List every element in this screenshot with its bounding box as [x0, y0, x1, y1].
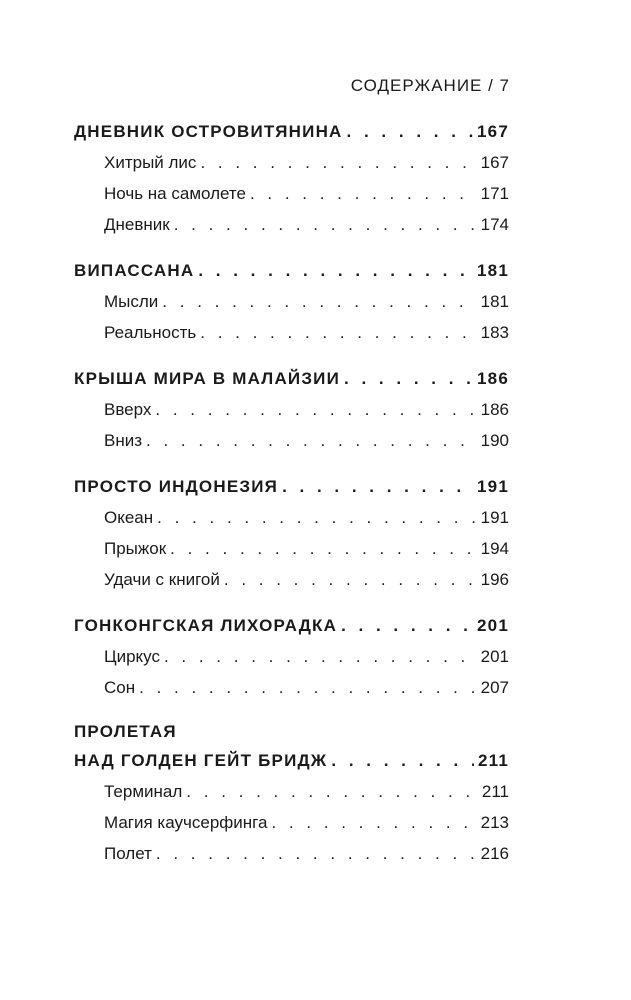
entry-page-number: 181 — [480, 292, 509, 311]
entry-page-number: 171 — [480, 184, 509, 203]
chapter-title: НАД ГОЛДЕН ГЕЙТ БРИДЖ — [74, 751, 328, 770]
chapter-title: КРЫША МИРА В МАЛАЙЗИИ — [74, 369, 341, 388]
dot-leader — [200, 317, 476, 348]
entry-page-number: 213 — [480, 813, 509, 832]
entry-title: Полет — [104, 844, 152, 863]
dot-leader — [341, 610, 473, 641]
entry-title: Циркус — [104, 647, 160, 666]
dot-leader — [174, 209, 477, 240]
toc-entry — [74, 807, 509, 838]
toc-entry — [74, 209, 509, 240]
dot-leader — [344, 363, 473, 394]
toc-entry — [74, 838, 509, 869]
section-gap — [74, 703, 509, 718]
chapter-page-number: 201 — [477, 616, 509, 635]
section-gap — [74, 348, 509, 363]
chapter-page-number: 211 — [477, 751, 509, 770]
section-gap — [74, 595, 509, 610]
chapter-title: ВИПАССАНА — [74, 261, 195, 280]
entry-title: Вниз — [104, 431, 143, 450]
toc-entry — [74, 147, 509, 178]
toc-entry — [74, 425, 509, 456]
toc-chapter — [74, 116, 509, 147]
entry-page-number: 216 — [480, 844, 509, 863]
entry-title: Сон — [104, 678, 136, 697]
chapter-page-number: 181 — [477, 261, 509, 280]
table-of-contents — [74, 116, 509, 869]
chapter-page-number: 191 — [477, 477, 509, 496]
toc-entry — [74, 641, 509, 672]
dot-leader — [155, 394, 476, 425]
dot-leader — [139, 672, 477, 703]
running-header: СОДЕРЖАНИЕ / 7 — [350, 76, 510, 95]
entry-page-number: 191 — [480, 508, 509, 527]
section-gap — [74, 456, 509, 471]
entry-title: Магия каучсерфинга — [104, 813, 268, 832]
dot-leader — [271, 807, 476, 838]
entry-title: Хитрый лис — [104, 153, 197, 172]
chapter-title: ГОНКОНГСКАЯ ЛИХОРАДКА — [74, 616, 338, 635]
entry-page-number: 190 — [480, 431, 509, 450]
dot-leader — [156, 838, 477, 869]
entry-page-number: 207 — [480, 678, 509, 697]
entry-title: Вверх — [104, 400, 152, 419]
entry-page-number: 194 — [480, 539, 509, 558]
entry-page-number: 186 — [480, 400, 509, 419]
toc-entry — [74, 564, 509, 595]
toc-entry — [74, 672, 509, 703]
dot-leader — [282, 471, 473, 502]
toc-chapter — [74, 363, 509, 394]
toc-chapter — [74, 745, 509, 776]
entry-title: Океан — [104, 508, 154, 527]
toc-entry — [74, 317, 509, 348]
dot-leader — [200, 147, 476, 178]
entry-page-number: 201 — [480, 647, 509, 666]
entry-title: Терминал — [104, 782, 183, 801]
toc-chapter — [74, 471, 509, 502]
dot-leader — [157, 502, 476, 533]
dot-leader — [162, 286, 476, 317]
toc-chapter — [74, 255, 509, 286]
entry-title: Реальность — [104, 323, 197, 342]
entry-page-number: 167 — [480, 153, 509, 172]
dot-leader — [347, 116, 474, 147]
toc-entry — [74, 286, 509, 317]
entry-page-number: 174 — [480, 215, 509, 234]
chapter-title: ДНЕВНИК ОСТРОВИТЯНИНА — [74, 122, 343, 141]
toc-entry — [74, 394, 509, 425]
entry-title: Ночь на самолете — [104, 184, 246, 203]
dot-leader — [146, 425, 477, 456]
entry-page-number: 183 — [480, 323, 509, 342]
entry-title: Прыжок — [104, 539, 167, 558]
toc-chapter — [74, 610, 509, 641]
dot-leader — [198, 255, 473, 286]
entry-page-number: 211 — [481, 782, 509, 801]
dot-leader — [164, 641, 477, 672]
dot-leader — [186, 776, 478, 807]
chapter-title: ПРОСТО ИНДОНЕЗИЯ — [74, 477, 279, 496]
entry-title: Мысли — [104, 292, 159, 311]
dot-leader — [250, 178, 477, 209]
toc-entry — [74, 502, 509, 533]
entry-title: Дневник — [104, 215, 170, 234]
chapter-page-number: 167 — [477, 122, 509, 141]
chapter-title-line: ПРОЛЕТАЯ — [74, 722, 177, 741]
section-gap — [74, 240, 509, 255]
toc-entry — [74, 178, 509, 209]
dot-leader — [331, 745, 474, 776]
chapter-page-number: 186 — [477, 369, 509, 388]
dot-leader — [170, 533, 476, 564]
toc-entry — [74, 533, 509, 564]
entry-page-number: 196 — [480, 570, 509, 589]
entry-title: Удачи с книгой — [104, 570, 220, 589]
toc-entry — [74, 776, 509, 807]
dot-leader — [224, 564, 477, 595]
